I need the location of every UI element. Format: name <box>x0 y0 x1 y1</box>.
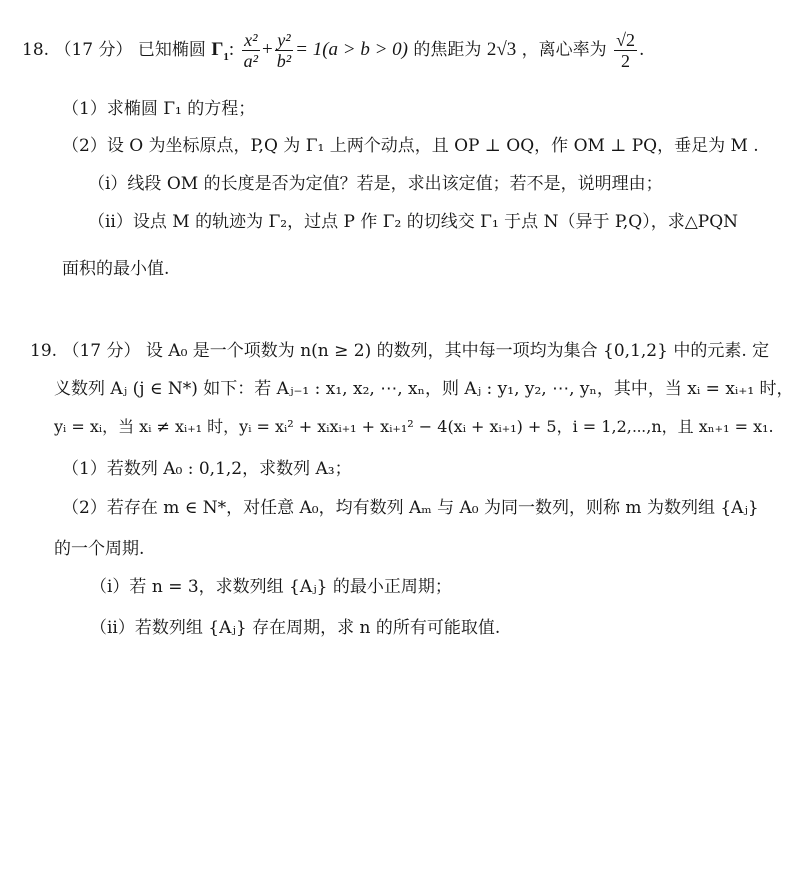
q18-score: （17 分） <box>54 40 133 60</box>
q18-frac-x: $\frac{\text{x²}}{\text{a²}}$ <box>243 30 258 71</box>
q19-line3: yᵢ = xᵢ，当 xᵢ ≠ xᵢ₊₁ 时，yᵢ = xᵢ² + xᵢxᵢ₊₁ + xᵢ₊₁² − 4(xᵢ + xᵢ₊₁) + 5，i = 1,2,⋯,n，且 xₙ₊₁ = x₁. <box>54 417 774 436</box>
q19-line1: 设 A₀ 是一个项数为 n(n ≥ 2) 的数列，其中每一项均为集合 {0,1,2} 中的元素. 定 <box>145 341 770 361</box>
q18-part2-ii: （ii）设点 M 的轨迹为 Γ₂，过点 P 作 Γ₂ 的切线交 Γ₁ 于点 N（异于 P,Q），求△PQN <box>88 212 739 232</box>
q18-focal-value: 2√3 <box>486 39 517 60</box>
q19-part2-ii: （ii）若数列组 {Aⱼ} 存在周期，求 n 的所有可能取值. <box>90 618 501 638</box>
q19-number: 19. <box>30 341 58 361</box>
q18-ecc-text: ，离心率为 <box>521 40 607 60</box>
q18-ecc-frac: $\frac{√2}{2}$ <box>616 30 635 71</box>
q18-header: 18. （17 分） 已知椭圆 $\Gamma_1$: $\frac{\text{x²}}{\text{a²}}$ + $\frac{\text{y²}}{\text{b²}}$ = 1(a > b > 0) 的焦距为 2√3 ，离心率为 $\frac{√2}{2}$ . <box>22 30 645 71</box>
q18-number: 18. <box>22 40 50 60</box>
q19-header <box>30 340 769 362</box>
q18-part2-ii-cont: 面积的最小值. <box>62 259 170 279</box>
q19-part1: （1）若数列 A₀ : 0,1,2，求数列 A₃； <box>62 459 352 479</box>
q18-plus: + <box>262 39 273 60</box>
q19-score: （17 分） <box>62 341 141 361</box>
q19-part2-cont: 的一个周期. <box>54 539 145 559</box>
q18-ecc-end: . <box>638 40 645 60</box>
q18-ellipse-name: $\Gamma_1$ <box>211 39 229 63</box>
q18-ellipse-cond: = 1(a > b > 0) <box>295 39 408 60</box>
q18-frac-y: $\frac{\text{y²}}{\text{b²}}$ <box>276 30 292 71</box>
q18-focal-text: 的焦距为 <box>413 40 482 60</box>
q19-part2: （2）若存在 m ∈ N*，对任意 A₀，均有数列 Aₘ 与 A₀ 为同一数列，则称 m 为数列组 {Aⱼ} <box>62 498 759 518</box>
q18-part1: （1）求椭圆 Γ₁ 的方程； <box>62 99 256 119</box>
q19-line2: 义数列 Aⱼ (j ∈ N*) 如下：若 Aⱼ₋₁ : x₁, x₂, ⋯, xₙ，则 Aⱼ : y₁, y₂, ⋯, yₙ，其中，当 xᵢ = xᵢ₊₁ 时， <box>54 379 794 399</box>
q19-part2-i: （i）若 n = 3，求数列组 {Aⱼ} 的最小正周期； <box>90 577 452 597</box>
q18-intro: 已知椭圆 <box>137 40 206 60</box>
q18-part2: （2）设 O 为坐标原点，P,Q 为 Γ₁ 上两个动点，且 OP ⊥ OQ，作 OM ⊥ PQ，垂足为 M . <box>62 136 759 156</box>
q18-part2-i: （i）线段 OM 的长度是否为定值？若是，求出该定值；若不是，说明理由； <box>88 174 663 194</box>
